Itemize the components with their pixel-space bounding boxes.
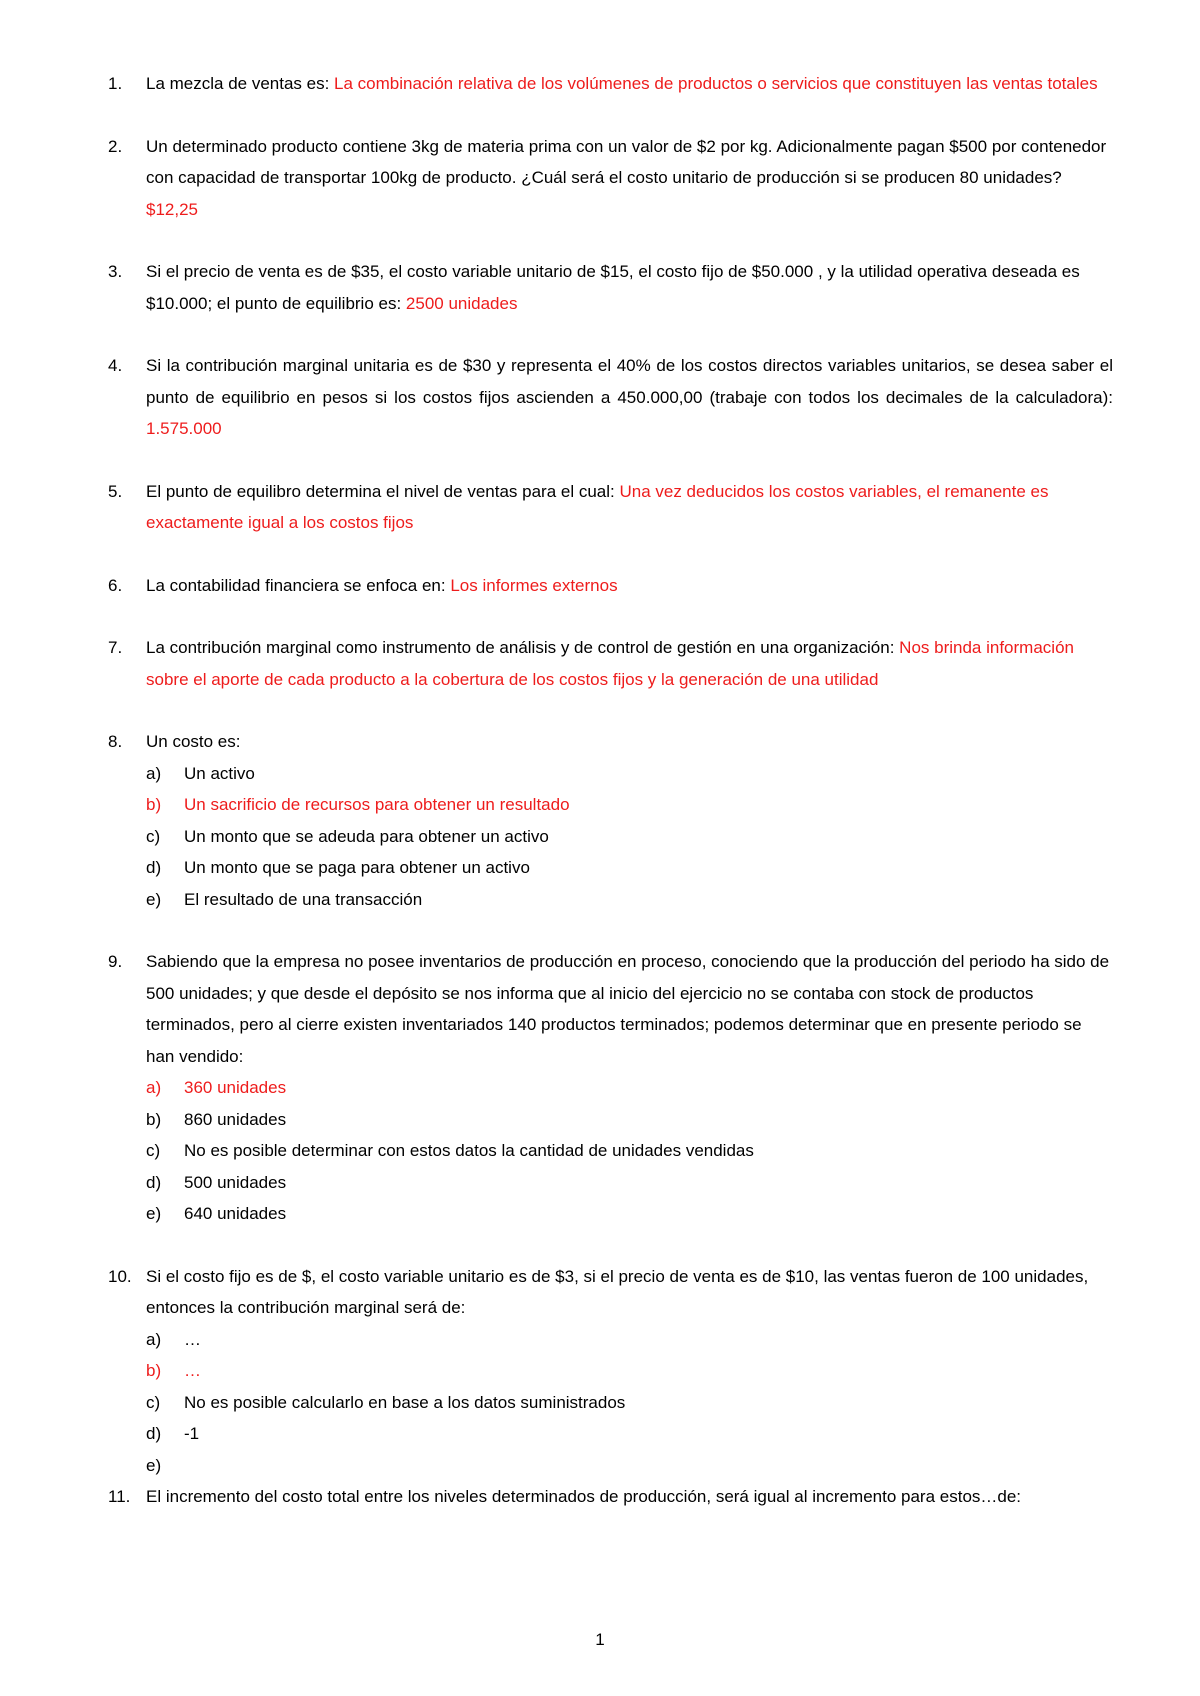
question-number: 6.: [108, 575, 123, 595]
option-d: [146, 852, 1113, 884]
question-number: 10.: [108, 1266, 132, 1286]
question-text: La contabilidad financiera se enfoca en:: [146, 575, 451, 595]
question-body: [146, 256, 1113, 319]
option-letter: e): [146, 889, 162, 909]
question-body: [146, 726, 1113, 915]
question-number: 3.: [108, 262, 123, 281]
option-text: …: [184, 1361, 201, 1380]
question-number: 7.: [108, 638, 123, 657]
option-letter: c): [146, 826, 161, 846]
option-text: 640 unidades: [184, 1204, 287, 1223]
question-text: El punto de equilibro determina el nivel de ventas para el cual:: [146, 481, 620, 501]
option-letter: e): [146, 1455, 162, 1475]
option-letter: d): [146, 1424, 162, 1443]
question-text: Si el costo fijo es de $, el costo variable unitario es de $3, si el precio de venta es de $10, las ventas fueron de 100 unidades, entonces la contribución marginal será de:: [146, 1266, 1089, 1317]
question-text: Si el precio de venta es de $35, el costo variable unitario de $15, el costo fijo de $50.000 , y la utilidad operativa deseada es $10.000; el punto de equilibrio es:: [146, 262, 1080, 313]
answer-text: 2500 unidades: [405, 293, 518, 313]
question-text: Si la contribución marginal unitaria es de $30 y representa el 40% de los costos directos variables unitarios, se desea saber el punto de equilibrio en pesos si los costos fijos ascienden a 450.000,00 (trabaje con todos los decimales de la calculadora):: [146, 356, 1113, 407]
question-number: 11.: [108, 1487, 131, 1506]
question-4: [108, 350, 1113, 445]
option-letter: d): [146, 1172, 162, 1192]
option-text: -1: [184, 1424, 200, 1443]
question-number: 9.: [108, 952, 123, 971]
question-3: [108, 256, 1113, 319]
option-d: [146, 1167, 1113, 1199]
option-text: No es posible calcularlo en base a los datos suministrados: [184, 1392, 626, 1412]
page-number: 1: [595, 1630, 605, 1649]
option-letter: c): [146, 1392, 161, 1412]
answer-text: $12,25: [146, 199, 198, 219]
option-text: 360 unidades: [184, 1078, 287, 1097]
option-letter: a): [146, 1329, 162, 1349]
question-text: El incremento del costo total entre los niveles determinados de producción, será igual al incremento para estos…de:: [146, 1487, 1022, 1506]
option-letter: a): [146, 1078, 162, 1097]
option-letter: c): [146, 1141, 161, 1160]
question-number: 2.: [108, 136, 123, 156]
option-c: [146, 1387, 1113, 1419]
question-body: [146, 1261, 1113, 1482]
question-body: [146, 68, 1113, 100]
question-5: [108, 476, 1113, 539]
question-body: [146, 570, 1113, 602]
question-number: 5.: [108, 481, 123, 501]
option-text: El resultado de una transacción: [184, 889, 423, 909]
option-d: [146, 1418, 1113, 1450]
question-number: 8.: [108, 732, 123, 751]
option-b: [146, 1104, 1113, 1136]
question-7: [108, 632, 1113, 695]
answer-text: 1.575.000: [146, 419, 222, 438]
answer-text: Una vez deducidos los costos variables, el remanente es exactamente igual a los costos fijos: [146, 481, 1049, 532]
option-text: No es posible determinar con estos datos la cantidad de unidades vendidas: [184, 1141, 754, 1160]
question-text: Sabiendo que la empresa no posee inventarios de producción en proceso, conociendo que la producción del periodo ha sido de 500 unidades; y que desde el depósito se nos informa que al inicio del ejercicio no se contaba con stock de productos terminados, pero al cierre existen inventariados 140 productos terminados; podemos determinar que en presente periodo se han vendido:: [146, 952, 1110, 1066]
answer-text: Los informes externos: [450, 575, 618, 595]
option-letter: b): [146, 1361, 162, 1380]
question-11: [108, 1481, 1113, 1513]
question-body: [146, 1481, 1113, 1513]
question-text: La contribución marginal como instrumento de análisis y de control de gestión en una organización:: [146, 638, 900, 657]
option-letter: b): [146, 795, 162, 814]
question-body: [146, 946, 1113, 1230]
option-letter: e): [146, 1204, 162, 1223]
option-c: [146, 1135, 1113, 1167]
option-a: [146, 1324, 1113, 1356]
option-c: [146, 821, 1113, 853]
option-b-correct: [146, 789, 1113, 821]
option-a: [146, 758, 1113, 790]
option-text: 500 unidades: [184, 1172, 287, 1192]
question-text: Un determinado producto contiene 3kg de materia prima con un valor de $2 por kg. Adicionalmente pagan $500 por contenedor con capacidad de transportar 100kg de producto. ¿Cuál será el costo unitario de producción si se producen 80 unidades?: [146, 136, 1107, 187]
option-text: Un activo: [184, 763, 255, 783]
question-text: Un costo es:: [146, 732, 241, 751]
option-letter: a): [146, 763, 162, 783]
question-list: [108, 68, 1113, 1513]
option-a-correct: [146, 1072, 1113, 1104]
question-body: [146, 632, 1113, 695]
option-letter: b): [146, 1109, 162, 1129]
option-text: …: [184, 1329, 201, 1349]
option-text: 860 unidades: [184, 1109, 287, 1129]
option-b-correct: [146, 1355, 1113, 1387]
question-number: 1.: [108, 74, 123, 93]
question-body: [146, 350, 1113, 445]
question-2: [108, 131, 1113, 226]
question-body: [146, 476, 1113, 539]
option-text: Un monto que se adeuda para obtener un activo: [184, 826, 549, 846]
answer-text: La combinación relativa de los volúmenes de productos o servicios que constituyen las ventas totales: [334, 74, 1098, 93]
question-9: [108, 946, 1113, 1230]
option-e: [146, 884, 1113, 916]
option-text: Un monto que se paga para obtener un activo: [184, 858, 530, 877]
option-text: Un sacrificio de recursos para obtener un resultado: [184, 795, 570, 814]
question-10: [108, 1261, 1113, 1482]
question-body: [146, 131, 1113, 226]
question-number: 4.: [108, 356, 123, 375]
answer-text: Nos brinda información sobre el aporte de cada producto a la cobertura de los costos fijos y la generación de una utilidad: [146, 638, 1074, 689]
question-text: La mezcla de ventas es:: [146, 74, 335, 93]
question-8: [108, 726, 1113, 915]
option-letter: d): [146, 858, 162, 877]
question-1: [108, 68, 1113, 100]
question-6: [108, 570, 1113, 602]
option-e: [146, 1450, 1113, 1482]
option-e: [146, 1198, 1113, 1230]
